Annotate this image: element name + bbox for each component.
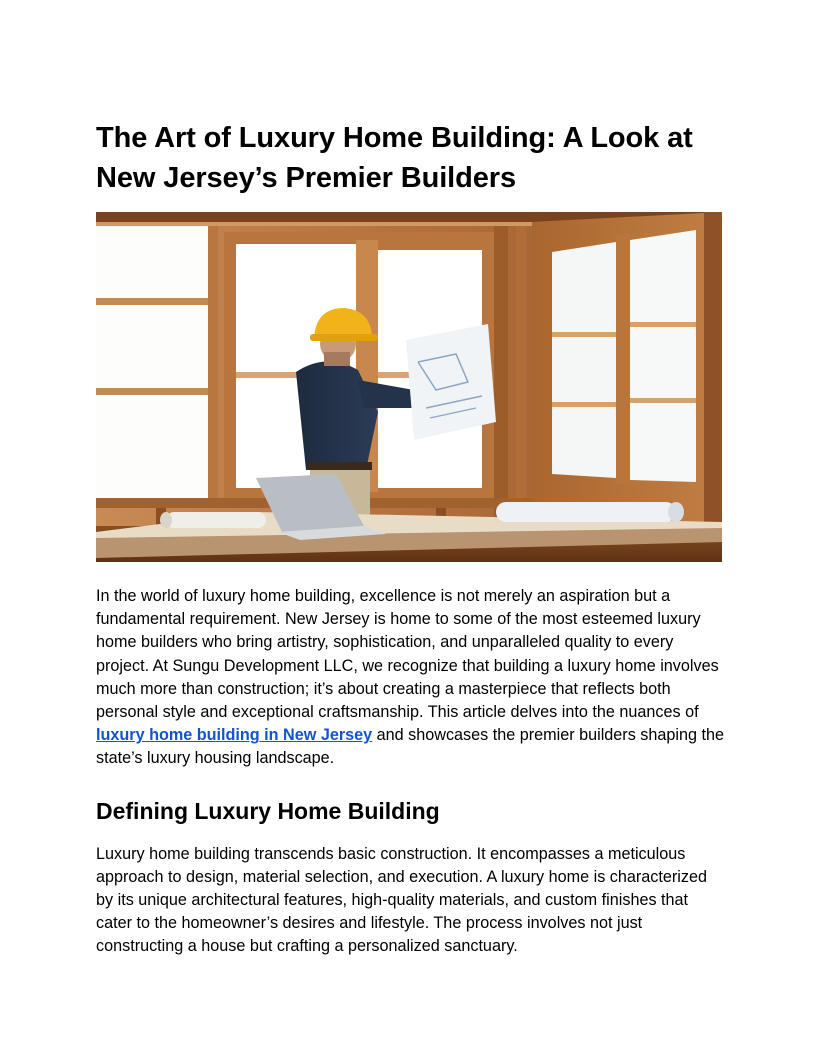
intro-text-after-link: and showcases the premier builders shaping the state’s luxury housing landscape. xyxy=(96,726,724,768)
intro-text-before-link: In the world of luxury home building, excellence is not merely an aspiration but a fundamental requirement. New Jersey is home to some of the most esteemed luxury home builders who bring artistry, sophistication, and unparalleled quality to every project. At Sungu Development LLC, we recognize that building a luxury home involves much more than construction; it’s about creating a masterpiece that reflects both personal style and exceptional craftsmanship. This article delves into the nuances of xyxy=(96,587,719,722)
section-heading: Defining Luxury Home Building xyxy=(96,797,440,824)
luxury-home-building-link[interactable]: luxury home building in New Jersey xyxy=(96,726,373,745)
hero-image-builder-reviewing-blueprints xyxy=(96,212,722,562)
intro-paragraph xyxy=(96,585,724,771)
document-page xyxy=(96,118,724,959)
section-paragraph: Luxury home building transcends basic construction. It encompasses a meticulous approach to design, material selection, and execution. A luxury home is characterized by its unique architectural features, high-quality materials, and custom finishes that cater to the homeowner’s desires and lifestyle. The process involves not just constructing a house but crafting a personalized sanctuary. xyxy=(96,844,707,956)
article-title: The Art of Luxury Home Building: A Look at New Jersey’s Premier Builders xyxy=(96,122,693,194)
